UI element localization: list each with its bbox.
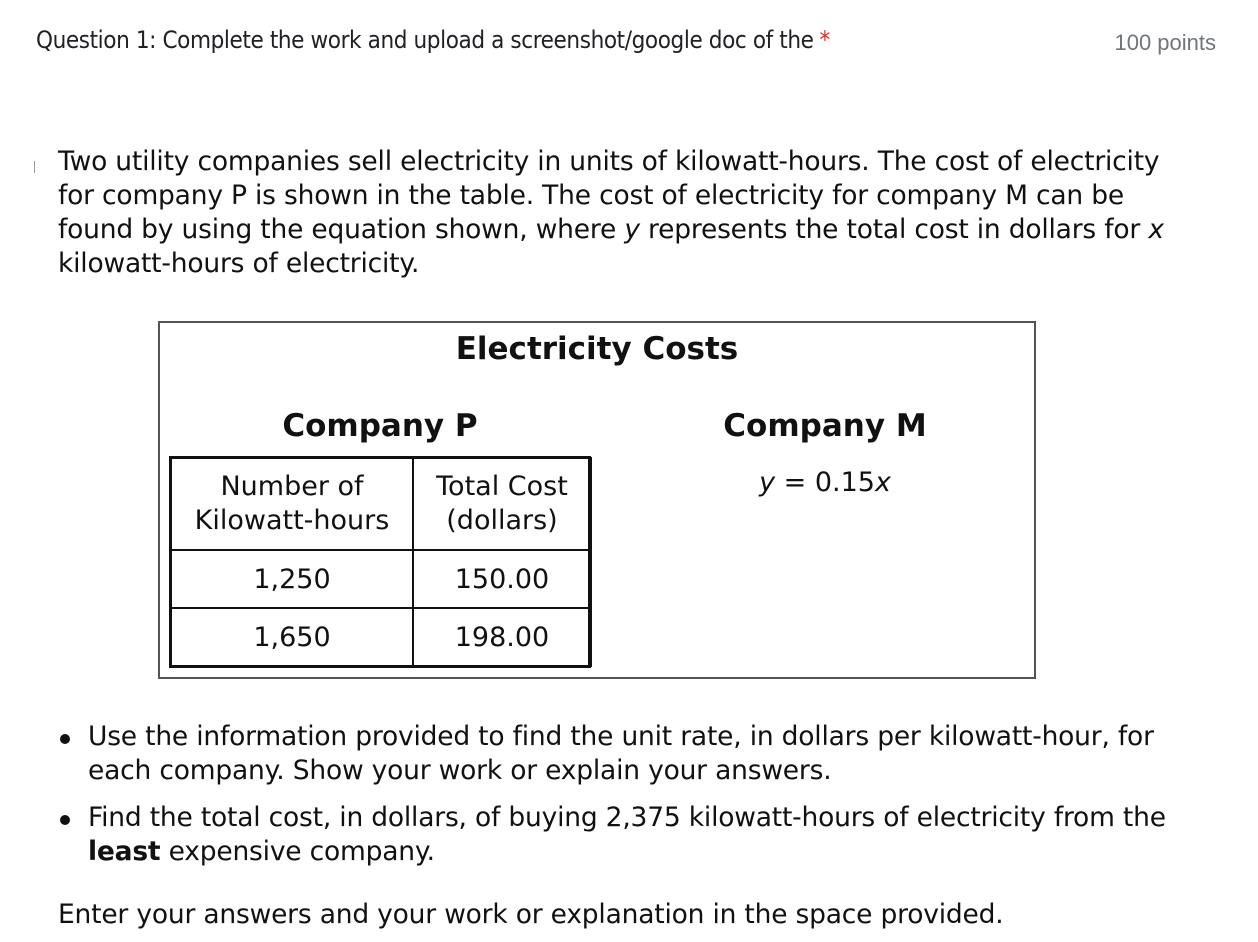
kwh-header-line2: Kilowatt-hours	[194, 505, 390, 536]
question-header	[36, 24, 1216, 64]
cost-column-header	[413, 458, 591, 550]
task-2-text-1: Find the total cost, in dollars, of buying 2,375 kilowatt-hours of electricity from the	[88, 802, 1166, 833]
bullet-icon	[60, 734, 70, 744]
company-m-label: Company M	[723, 408, 927, 444]
equation-var-y: y	[759, 467, 776, 498]
cost-header-line2: (dollars)	[446, 505, 558, 536]
question-title	[36, 26, 830, 54]
cost-cell: 150.00	[413, 550, 591, 608]
cost-cell: 198.00	[413, 608, 591, 666]
company-p-label: Company P	[282, 408, 478, 444]
task-2-bold: least	[88, 836, 161, 867]
box-title: Electricity Costs	[455, 331, 739, 367]
kwh-cell: 1,250	[171, 550, 413, 608]
kwh-header-line1: Number of	[220, 471, 364, 502]
question-image	[34, 145, 1224, 940]
kwh-cell: 1,650	[171, 608, 413, 666]
table-header-row	[171, 458, 591, 550]
intro-var-x: x	[1148, 214, 1164, 245]
electricity-costs-box	[158, 321, 1036, 679]
list-item	[56, 720, 1206, 788]
question-title-text: Question 1: Complete the work and upload a screenshot/google doc of the	[36, 26, 814, 54]
intro-var-y: y	[624, 214, 640, 245]
equation-var-x: x	[874, 467, 891, 498]
kwh-column-header	[171, 458, 413, 550]
text-marker	[34, 161, 35, 173]
company-p-table	[170, 457, 592, 667]
table-row	[171, 550, 591, 608]
intro-text-1: Two utility companies sell electricity in units of kilowatt-hours. The cost of electricity for company P is shown in the table. The cost of electricity for company M can be found by using the equation shown, where	[58, 146, 1160, 245]
points-label: 100 points	[1114, 30, 1216, 55]
intro-text-2: represents the total cost in dollars for	[639, 214, 1149, 245]
intro-text-3: kilowatt-hours of electricity.	[58, 248, 420, 279]
task-1-text: Use the information provided to find the unit rate, in dollars per kilowatt-hour, for each company. Show your work or explain your answers.	[88, 721, 1154, 786]
closing-instruction: Enter your answers and your work or explanation in the space provided.	[58, 899, 1004, 930]
bullet-icon	[60, 815, 70, 825]
cost-header-line1: Total Cost	[436, 471, 568, 502]
problem-intro	[58, 145, 1178, 281]
table-row	[171, 608, 591, 666]
required-marker: *	[819, 26, 830, 54]
task-2-text-2: expensive company.	[160, 836, 435, 867]
equation-middle: = 0.15	[775, 467, 875, 498]
list-item	[56, 801, 1206, 869]
company-m-equation	[695, 467, 955, 498]
task-list	[56, 720, 1206, 882]
